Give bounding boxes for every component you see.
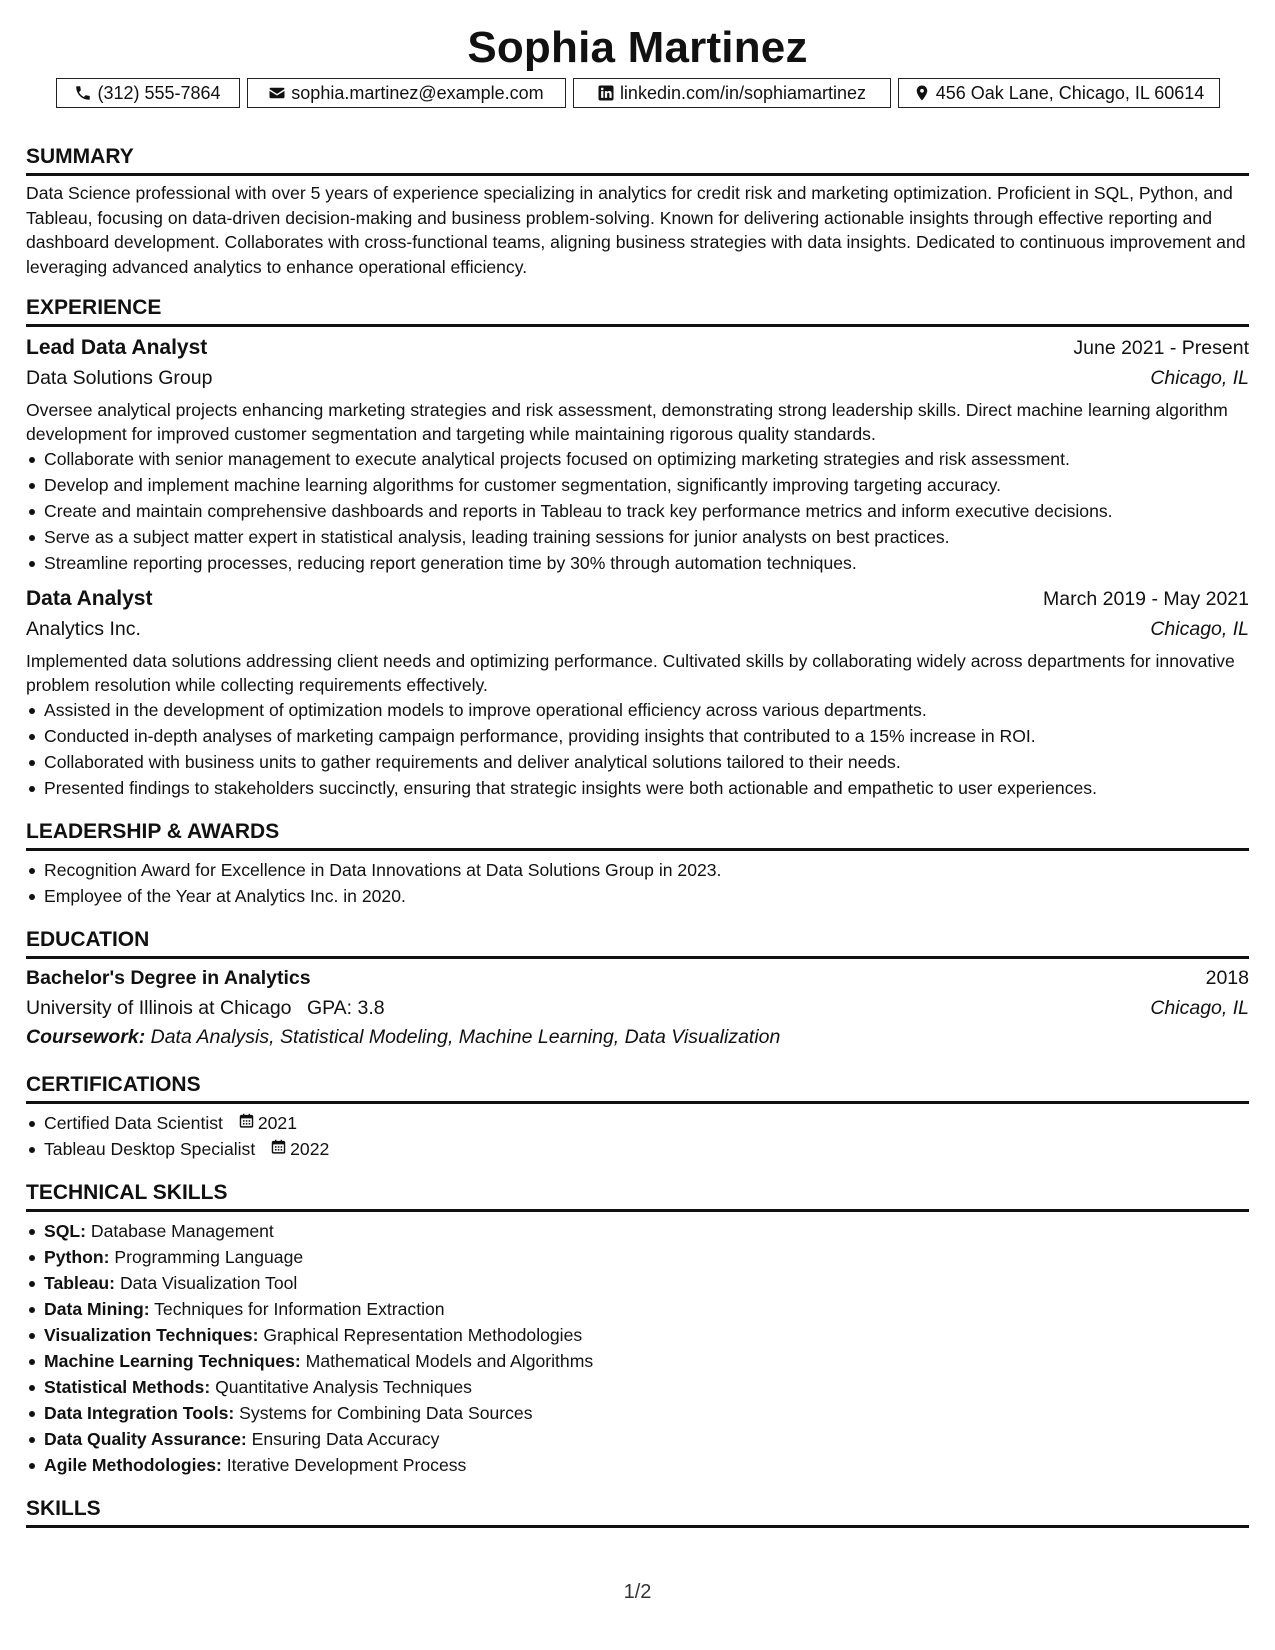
skill-name: Data Integration Tools:	[44, 1403, 235, 1423]
skill-desc: Quantitative Analysis Techniques	[215, 1377, 472, 1397]
list-item: Presented findings to stakeholders succinctly, ensuring that strategic insights were both actionable and empathetic to user experiences.	[26, 775, 1249, 801]
skill-name: Python:	[44, 1247, 110, 1267]
skill-desc: Mathematical Models and Algorithms	[305, 1351, 594, 1371]
section-title: SUMMARY	[26, 144, 1249, 176]
skill-desc: Programming Language	[114, 1247, 304, 1267]
certifications-section	[26, 1072, 1249, 1162]
phone-icon	[74, 84, 92, 102]
skill-desc: Ensuring Data Accuracy	[251, 1429, 440, 1449]
list-item: Collaborated with business units to gather requirements and deliver analytical solutions tailored to their needs.	[26, 749, 1249, 775]
job-bullets	[26, 697, 1249, 801]
skills-section	[26, 1496, 1249, 1528]
contact-bar	[26, 78, 1249, 108]
leadership-section	[26, 819, 1249, 909]
experience-section	[26, 295, 1249, 801]
linkedin-text: linkedin.com/in/sophiamartinez	[619, 83, 867, 103]
skill-desc: Graphical Representation Methodologies	[263, 1325, 583, 1345]
list-item	[26, 1296, 1249, 1322]
gpa: GPA: 3.8	[306, 997, 385, 1019]
list-item: Develop and implement machine learning algorithms for customer segmentation, significantly improving targeting accuracy.	[26, 472, 1249, 498]
summary-text: Data Science professional with over 5 years of experience specializing in analytics for credit risk and marketing optimization. Proficient in SQL, Python, and Tableau, focusing on data-driven decision-making and business problem-solving. Known for delivering actionable insights through effective reporting and dashboard development. Collaborates with cross-functional teams, aligning business strategies with data insights. Dedicated to continuous improvement and leveraging advanced analytics to enhance operational efficiency.	[26, 183, 1246, 277]
skill-name: Statistical Methods:	[44, 1377, 211, 1397]
coursework-text: Data Analysis, Statistical Modeling, Machine Learning, Data Visualization	[150, 1026, 781, 1048]
summary-section	[26, 144, 1249, 279]
degree-title: Bachelor's Degree in Analytics	[26, 967, 311, 989]
job-description: Oversee analytical projects enhancing marketing strategies and risk assessment, demonstrating strong leadership skills. Direct machine learning algorithm development for improved customer segmentation and targeting while maintaining rigorous quality standards.	[26, 400, 1228, 444]
list-item	[26, 1270, 1249, 1296]
skill-name: Data Quality Assurance:	[44, 1429, 247, 1449]
map-pin-icon	[913, 84, 931, 102]
job-company: Analytics Inc.	[26, 618, 141, 640]
award-list	[26, 857, 1249, 909]
skill-desc: Techniques for Information Extraction	[154, 1299, 445, 1319]
list-item	[26, 1348, 1249, 1374]
page-number: 1/2	[623, 1581, 652, 1603]
email-contact[interactable]	[247, 78, 566, 108]
section-title: SKILLS	[26, 1496, 1249, 1528]
list-item: Assisted in the development of optimization models to improve operational efficiency across various departments.	[26, 697, 1249, 723]
coursework-label: Coursework:	[26, 1026, 146, 1048]
list-item: Create and maintain comprehensive dashboards and reports in Tableau to track key performance metrics and inform executive decisions.	[26, 498, 1249, 524]
graduation-year: 2018	[1205, 967, 1249, 989]
section-title: LEADERSHIP & AWARDS	[26, 819, 1249, 851]
job-entry	[26, 333, 1249, 576]
section-title: EXPERIENCE	[26, 295, 1249, 327]
job-location: Chicago, IL	[1150, 618, 1249, 640]
skill-desc: Database Management	[90, 1221, 274, 1241]
job-title: Lead Data Analyst	[26, 336, 208, 359]
resume-page	[26, 22, 1249, 1528]
list-item: Conducted in-depth analyses of marketing campaign performance, providing insights that contributed to a 15% increase in ROI.	[26, 723, 1249, 749]
list-item: Recognition Award for Excellence in Data Innovations at Data Solutions Group in 2023.	[26, 857, 1249, 883]
cert-year: 2022	[290, 1139, 330, 1159]
job-dates: March 2019 - May 2021	[1043, 588, 1249, 610]
list-item	[26, 1322, 1249, 1348]
job-company: Data Solutions Group	[26, 367, 213, 389]
skill-desc: Systems for Combining Data Sources	[239, 1403, 533, 1423]
cert-year: 2021	[257, 1113, 297, 1133]
linkedin-icon	[597, 84, 615, 102]
list-item: Serve as a subject matter expert in statistical analysis, leading training sessions for junior analysts on best practices.	[26, 524, 1249, 550]
section-title: EDUCATION	[26, 927, 1249, 959]
section-title: TECHNICAL SKILLS	[26, 1180, 1249, 1212]
skill-name: Visualization Techniques:	[44, 1325, 259, 1345]
job-bullets	[26, 446, 1249, 576]
skill-name: Data Mining:	[44, 1299, 150, 1319]
job-dates: June 2021 - Present	[1073, 337, 1249, 359]
list-item	[26, 1426, 1249, 1452]
address-contact	[898, 78, 1220, 108]
linkedin-contact[interactable]	[573, 78, 891, 108]
skill-desc: Iterative Development Process	[226, 1455, 467, 1475]
school-name: University of Illinois at Chicago	[26, 997, 292, 1019]
cert-list	[26, 1110, 1249, 1162]
list-item	[26, 1400, 1249, 1426]
calendar-icon	[270, 1136, 287, 1162]
phone-contact[interactable]	[56, 78, 240, 108]
technical-skills-section	[26, 1180, 1249, 1478]
list-item	[26, 1136, 1249, 1162]
address-text: 456 Oak Lane, Chicago, IL 60614	[935, 83, 1205, 103]
skill-name: Machine Learning Techniques:	[44, 1351, 301, 1371]
list-item: Collaborate with senior management to execute analytical projects focused on optimizing marketing strategies and risk assessment.	[26, 446, 1249, 472]
phone-text: (312) 555-7864	[97, 83, 221, 103]
cert-name: Certified Data Scientist	[44, 1113, 223, 1133]
job-entry	[26, 584, 1249, 801]
envelope-icon	[268, 84, 286, 102]
technical-skill-list	[26, 1218, 1249, 1478]
list-item: Employee of the Year at Analytics Inc. in 2020.	[26, 883, 1249, 909]
job-title: Data Analyst	[26, 587, 153, 610]
list-item	[26, 1374, 1249, 1400]
job-description: Implemented data solutions addressing client needs and optimizing performance. Cultivated skills by collaborating widely across departments for innovative problem resolution while collecting requirements effectively.	[26, 651, 1235, 695]
candidate-name: Sophia Martinez	[467, 23, 808, 72]
school-location: Chicago, IL	[1150, 997, 1249, 1019]
skill-name: Agile Methodologies:	[44, 1455, 222, 1475]
skill-desc: Data Visualization Tool	[119, 1273, 298, 1293]
coursework	[26, 1023, 1249, 1052]
skill-name: SQL:	[44, 1221, 87, 1241]
education-section	[26, 927, 1249, 1052]
list-item	[26, 1244, 1249, 1270]
skill-name: Tableau:	[44, 1273, 116, 1293]
cert-name: Tableau Desktop Specialist	[44, 1139, 256, 1159]
job-location: Chicago, IL	[1150, 367, 1249, 389]
list-item	[26, 1110, 1249, 1136]
list-item	[26, 1218, 1249, 1244]
list-item	[26, 1452, 1249, 1478]
list-item: Streamline reporting processes, reducing report generation time by 30% through automation techniques.	[26, 550, 1249, 576]
calendar-icon	[238, 1110, 255, 1136]
section-title: CERTIFICATIONS	[26, 1072, 1249, 1104]
email-text: sophia.martinez@example.com	[291, 83, 544, 103]
